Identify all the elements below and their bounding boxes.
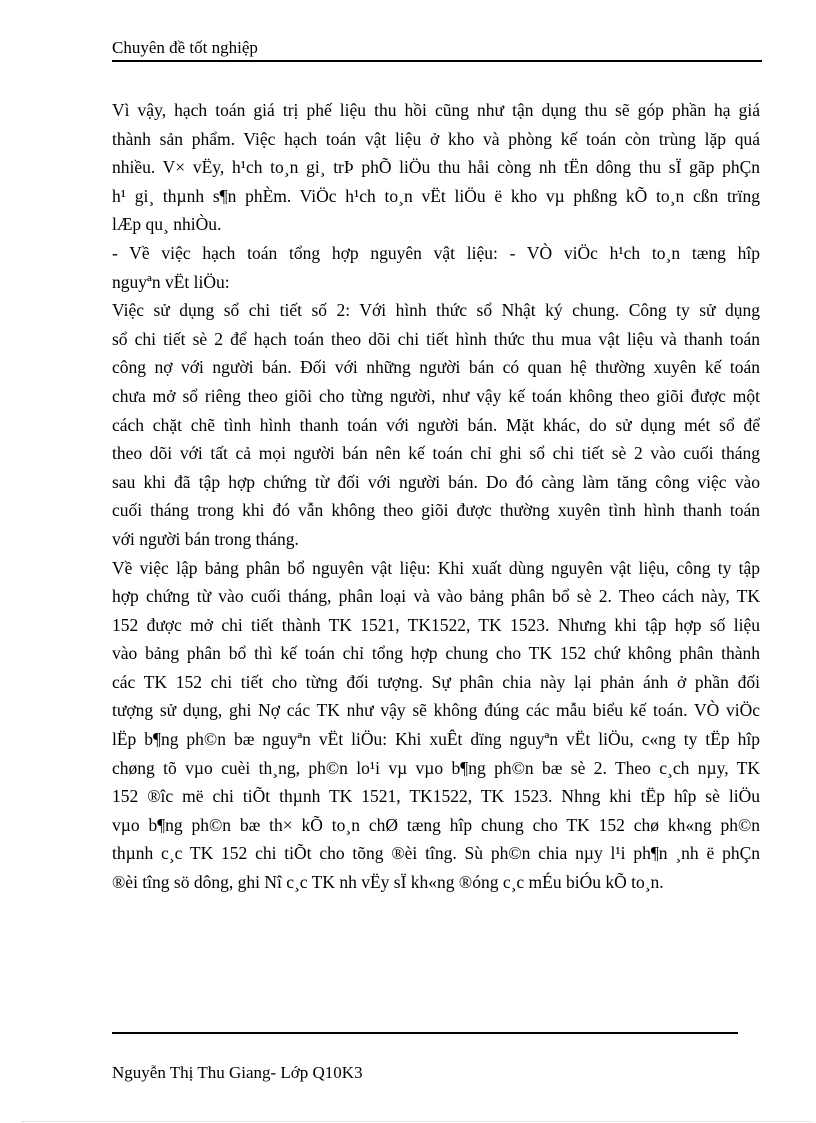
body-line: vµo b¶ng ph©n bæ th× kÕ to¸n chØ tæng hîp chung cho TK 152 chø kh«ng ph©n xyxy=(112,814,760,835)
body-line: sau khi đã tập hợp chứng từ đối với người bán. Do đó càng làm tăng công việc vào xyxy=(112,471,760,492)
footer-author: Nguyễn Thị Thu Giang- Lớp Q10K3 xyxy=(112,1063,363,1082)
body-line: với người bán trong tháng. xyxy=(112,528,299,549)
body-line: sổ chi tiết sè 2 để hạch toán theo dõi chi tiết hình thức thu mua vật liệu và thanh toán xyxy=(112,328,760,349)
body-line: vào bảng phân bổ thì kế toán chỉ tổng hợp chung cho TK 152 chứ không phân thành xyxy=(112,643,760,664)
page-bottom-edge xyxy=(22,1121,812,1122)
body-line: cách chặt chẽ tình hình thanh toán với người bán. Mặt khác, do sử dụng mét sổ để xyxy=(112,414,760,435)
body-line: ®èi tîng sö dông, ghi Nî c¸c TK nh vËy sÏ kh«ng ®óng c¸c mÉu biÓu kÕ to¸n. xyxy=(112,872,664,893)
body-line: cuối tháng trong khi đó vẫn không theo giõi được thường xuyên tình hình thanh toán xyxy=(112,500,760,521)
header-divider xyxy=(112,60,762,62)
body-line: 152 ®îc më chi tiÕt thµnh TK 1521, TK1522, TK 1523. Nhng khi tËp hîp sè liÖu xyxy=(112,786,760,807)
body-line: thành sản phẩm. Việc hạch toán vật liệu ở kho và phòng kế toán còn trùng lặp quá xyxy=(112,128,760,149)
body-line: 152 được mở chi tiết thành TK 1521, TK1522, TK 1523. Nhưng khi tập hợp số liệu xyxy=(112,614,760,635)
body-line: Vì vậy, hạch toán giá trị phế liệu thu hồi cũng như tận dụng thu sẽ góp phần hạ giá xyxy=(112,100,760,120)
body-line: hợp chứng từ vào cuối tháng, phân loại và vào bảng phân bổ sè 2. Theo cách này, TK xyxy=(112,586,760,607)
footer-divider xyxy=(112,1032,738,1034)
body-line: theo dõi với tất cả mọi người bán nên kế toán chỉ ghi sổ chi tiết sè 2 vào cuối tháng xyxy=(112,443,760,464)
body-line: các TK 152 chi tiết cho từng đối tượng. Sự phân chia này lại phản ánh ở phần đối xyxy=(112,671,760,692)
body-line: chøng tõ vµo cuèi th¸ng, ph©n lo¹i vµ vµo b¶ng ph©n bæ sè 2. Theo c¸ch nµy, TK xyxy=(112,757,760,778)
body-line: lËp b¶ng ph©n bæ nguyªn vËt liÖu: Khi xuÊt dïng nguyªn vËt liÖu, c«ng ty tËp hîp xyxy=(112,729,760,750)
body-line: lÆp qu¸ nhiÒu. xyxy=(112,214,222,235)
body-line: thµnh c¸c TK 152 chi tiÕt cho tõng ®èi tîng. Sù ph©n chia nµy l¹i ph¶n ¸nh ë phÇn xyxy=(112,843,760,864)
body-line: chưa mở sổ riêng theo giõi cho từng người, như vậy kế toán không theo giõi được một xyxy=(112,385,760,406)
body-line: công nợ với người bán. Đối với những người bán có quan hệ thường xuyên kế toán xyxy=(112,357,760,378)
body-line: tượng sử dụng, ghi Nợ các TK như vậy sẽ không đúng các mẫu biểu kế toán. VÒ viÖc xyxy=(112,700,760,721)
body-line: nguyªn vËt liÖu: xyxy=(112,271,230,292)
body-line: Việc sử dụng sổ chi tiết số 2: Với hình thức sổ Nhật ký chung. Công ty sử dụng xyxy=(112,300,760,321)
body-line: Về việc lập bảng phân bổ nguyên vật liệu: Khi xuất dùng nguyên vật liệu, công ty tập xyxy=(112,557,760,578)
body-line: - Về việc hạch toán tổng hợp nguyên vật liệu: - VÒ viÖc h¹ch to¸n tæng hîp xyxy=(112,242,760,263)
body-line: nhiều. V× vËy, h¹ch to¸n gi¸ trÞ phÕ liÖu thu håi còng nh tËn dông thu sÏ gãp phÇn xyxy=(112,157,760,178)
header-title: Chuyên đề tốt nghiệp xyxy=(112,38,258,57)
body-line: h¹ gi¸ thµnh s¶n phÈm. ViÖc h¹ch to¸n vËt liÖu ë kho vµ phßng kÕ to¸n cßn trïng xyxy=(112,185,760,206)
body-text xyxy=(112,96,760,897)
